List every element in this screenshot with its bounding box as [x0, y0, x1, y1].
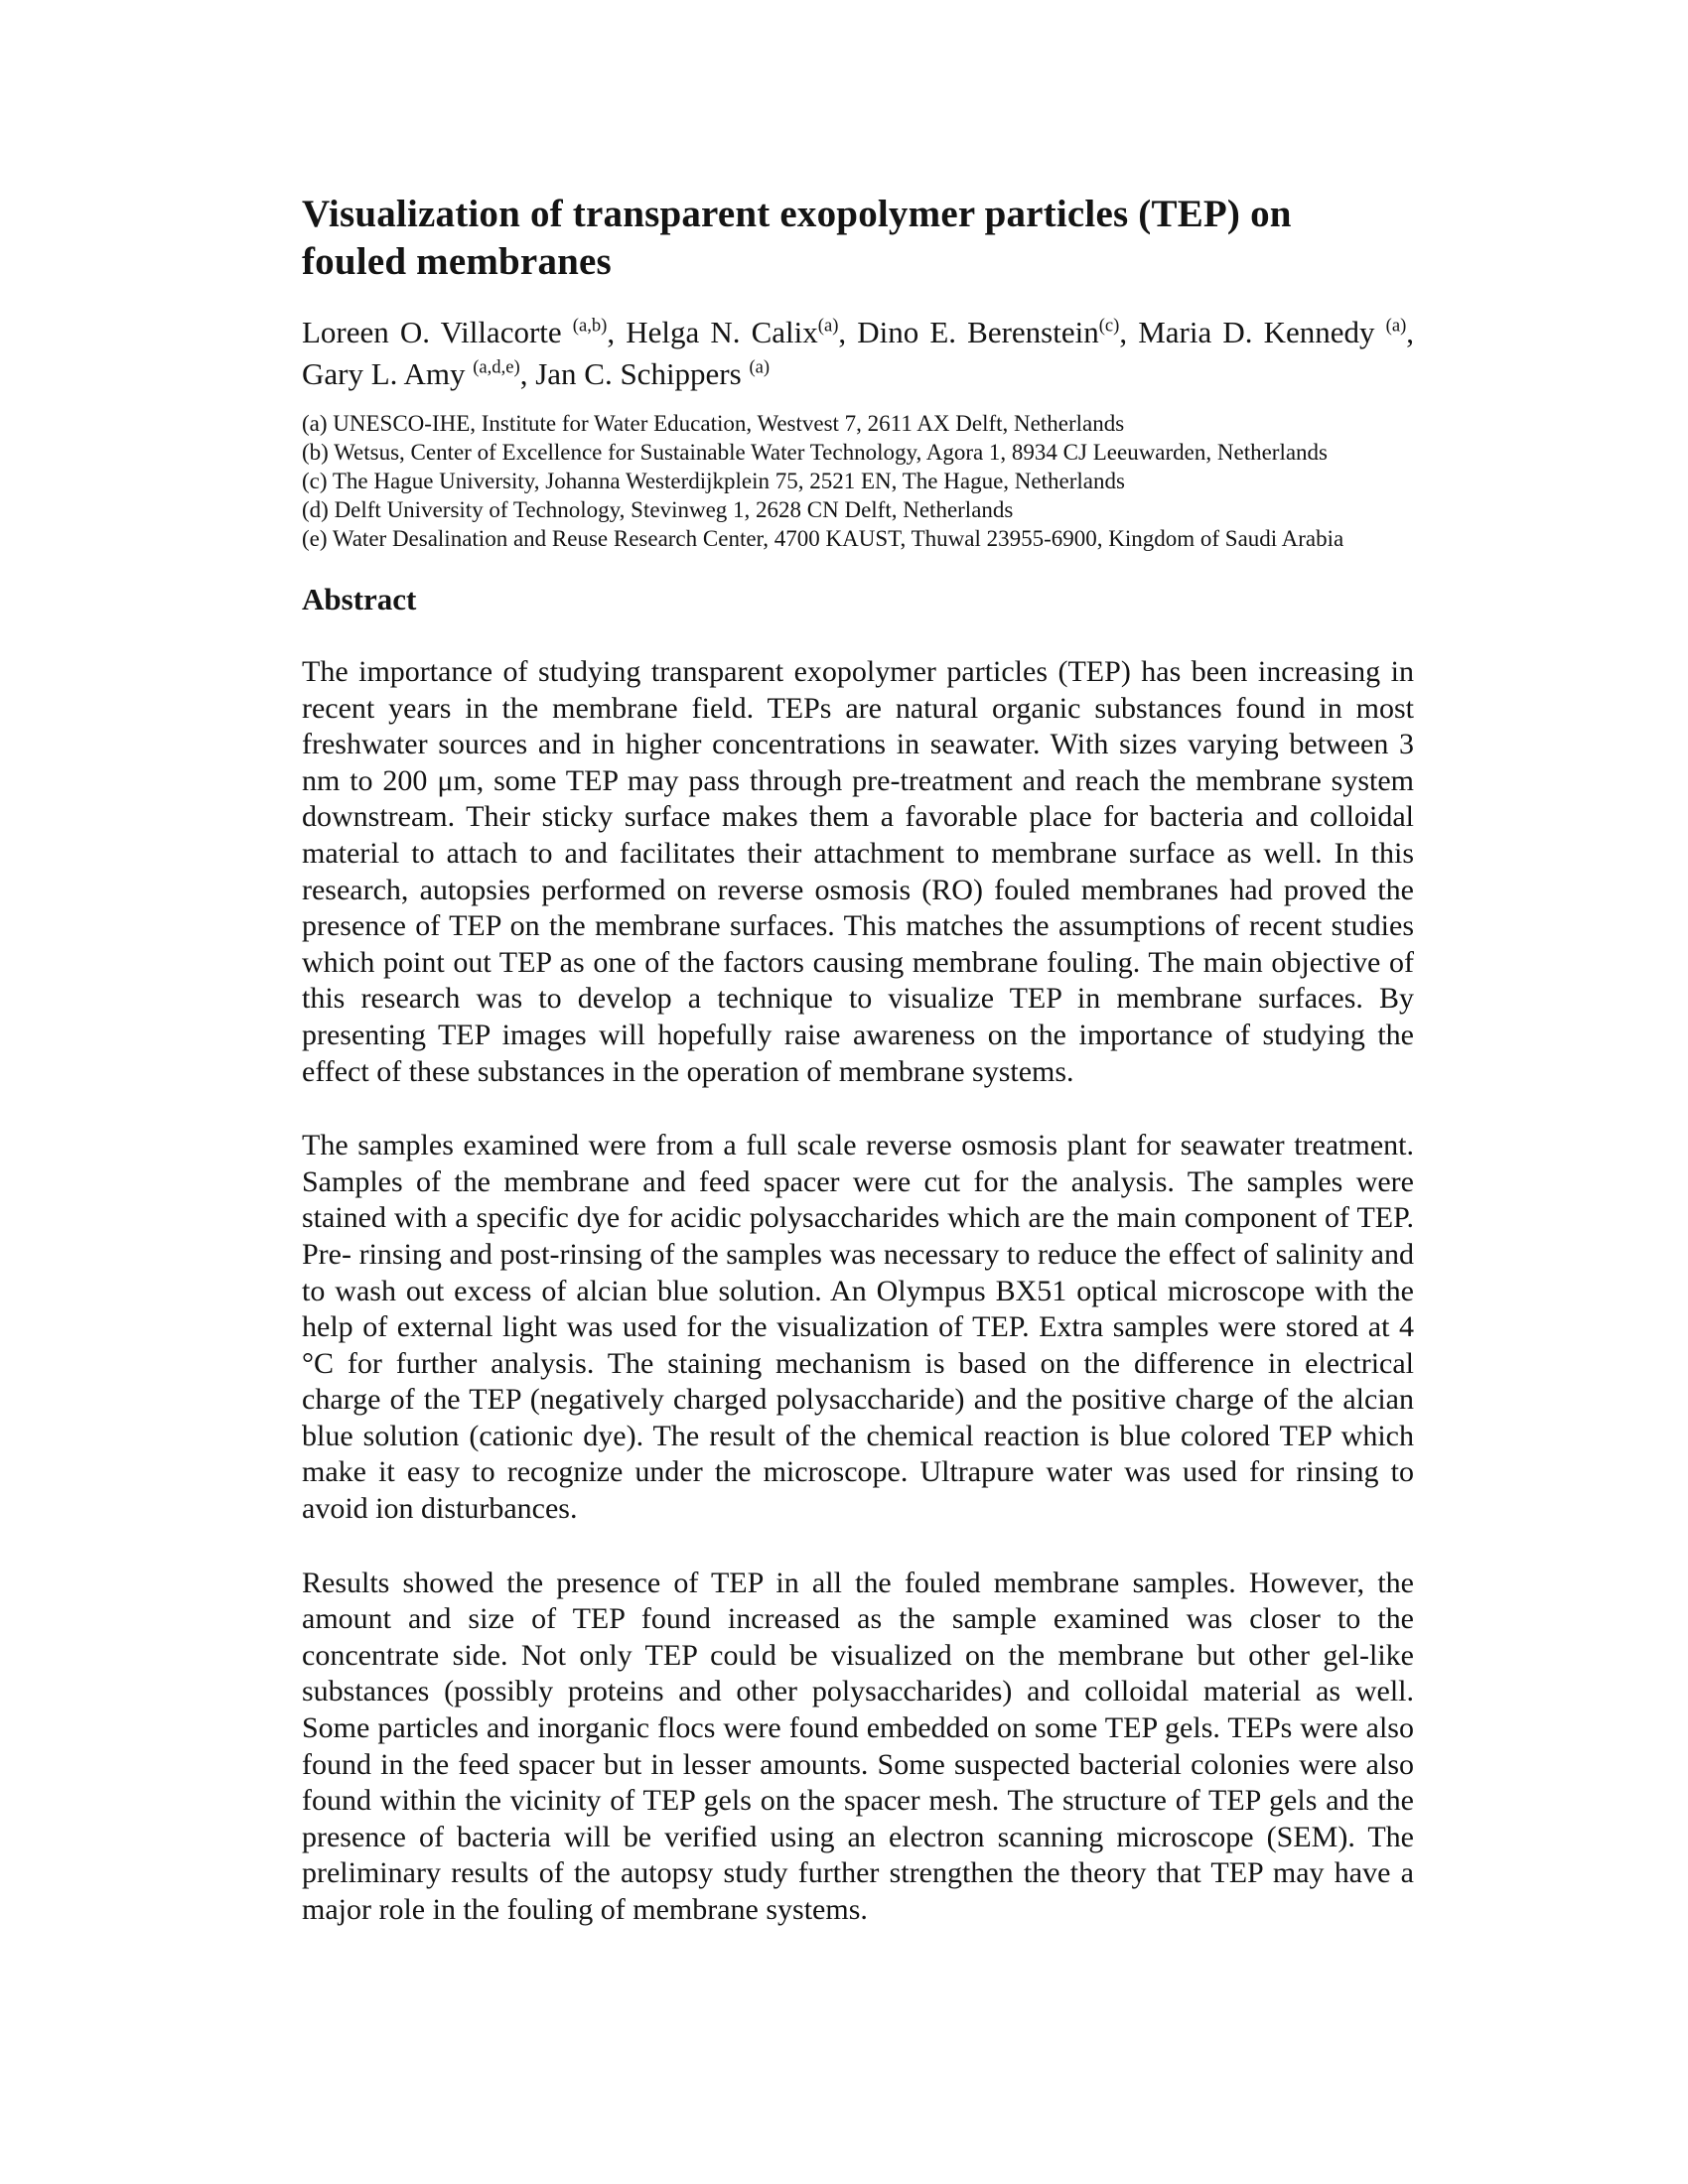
author-affiliation-marker: (a,b) [572, 315, 608, 337]
author-affiliation-marker: (a,d,e) [473, 356, 520, 378]
paper-title-line-2: fouled membranes [302, 240, 612, 283]
author-affiliation-marker: (a) [1385, 315, 1407, 337]
author-affiliation-marker: (a) [817, 315, 839, 337]
affiliation-d: (d) Delft University of Technology, Stevinweg 1, 2628 CN Delft, Netherlands [302, 497, 1014, 522]
author-affiliation-marker: (a) [749, 356, 771, 378]
affiliation-e: (e) Water Desalination and Reuse Research Center, 4700 KAUST, Thuwal 23955-6900, Kingdom of Saudi Arabia [302, 526, 1344, 551]
author-name: Gary L. Amy [302, 356, 474, 391]
abstract-paragraph-1: The importance of studying transparent exopolymer particles (TEP) has been increasing in recent years in the membrane field. TEPs are natural organic substances found in most freshwater sources and in higher concentrations in seawater. With sizes varying between 3 nm to 200 μm, some TEP may pass through pre-treatment and reach the membrane system downstream. Their sticky surface makes them a favorable place for bacteria and colloidal material to attach to and facilitates their attachment to membrane surface as well. In this research, autopsies performed on reverse osmosis (RO) fouled membranes had proved the presence of TEP on the membrane surfaces. This matches the assumptions of recent studies which point out TEP as one of the factors causing membrane fouling. The main objective of this research was to develop a technique to visualize TEP in membrane surfaces. By presenting TEP images will hopefully raise awareness on the importance of studying the effect of these substances in the operation of membrane systems. [302, 655, 1414, 1088]
abstract-heading: Abstract [302, 582, 417, 616]
author-name: Jan C. Schippers [535, 356, 750, 391]
affiliations-list [302, 409, 1414, 553]
affiliation-a: (a) UNESCO-IHE, Institute for Water Education, Westvest 7, 2611 AX Delft, Netherlands [302, 411, 1125, 436]
affiliation-c: (c) The Hague University, Johanna Westerdijkplein 75, 2521 EN, The Hague, Netherlands [302, 469, 1125, 493]
author-name: Loreen O. Villacorte [302, 315, 573, 349]
affiliation-b: (b) Wetsus, Center of Excellence for Sustainable Water Technology, Agora 1, 8934 CJ Leeuwarden, Netherlands [302, 440, 1329, 465]
author-affiliation-marker: (c) [1098, 315, 1120, 337]
author-name: Helga N. Calix [626, 315, 818, 349]
abstract-paragraph-3: Results showed the presence of TEP in all the fouled membrane samples. However, the amount and size of TEP found increased as the sample examined was closer to the concentrate side. Not only TEP could be visualized on the membrane but other gel-like substances (possibly proteins and other polysaccharides) and colloidal material as well. Some particles and inorganic flocs were found embedded on some TEP gels. TEPs were also found in the feed spacer but in lesser amounts. Some suspected bacterial colonies were also found within the vicinity of TEP gels on the spacer mesh. The structure of TEP gels and the presence of bacteria will be verified using an electron scanning microscope (SEM). The preliminary results of the autopsy study further strengthen the theory that TEP may have a major role in the fouling of membrane systems. [302, 1566, 1414, 1926]
author-name: Maria D. Kennedy [1138, 315, 1386, 349]
author-name: Dino E. Berenstein [857, 315, 1099, 349]
paper-title [302, 191, 1414, 286]
paper-title-line-1: Visualization of transparent exopolymer particles (TEP) on [302, 193, 1292, 235]
authors-line: Loreen O. Villacorte $^{(a,b)}$, Helga N. Calix$^{(a)}$, Dino E. Berenstein$^{(c)}$, Maria D. Kennedy $^{(a)}$, Gary L. Amy $^{(a,d,e)}$, Jan C. Schippers $^{(a)}$ [302, 315, 1415, 391]
page-content [302, 191, 1414, 1967]
abstract-paragraph-2: The samples examined were from a full scale reverse osmosis plant for seawater treatment. Samples of the membrane and feed spacer were cut for the analysis. The samples were stained with a specific dye for acidic polysaccharides which are the main component of TEP. Pre- rinsing and post-rinsing of the samples was necessary to reduce the effect of salinity and to wash out excess of alcian blue solution. An Olympus BX51 optical microscope with the help of external light was used for the visualization of TEP. Extra samples were stored at 4 °C for further analysis. The staining mechanism is based on the difference in electrical charge of the TEP (negatively charged polysaccharide) and the positive charge of the alcian blue solution (cationic dye). The result of the chemical reaction is blue colored TEP which make it easy to recognize under the microscope. Ultrapure water was used for rinsing to avoid ion disturbances. [302, 1129, 1414, 1526]
